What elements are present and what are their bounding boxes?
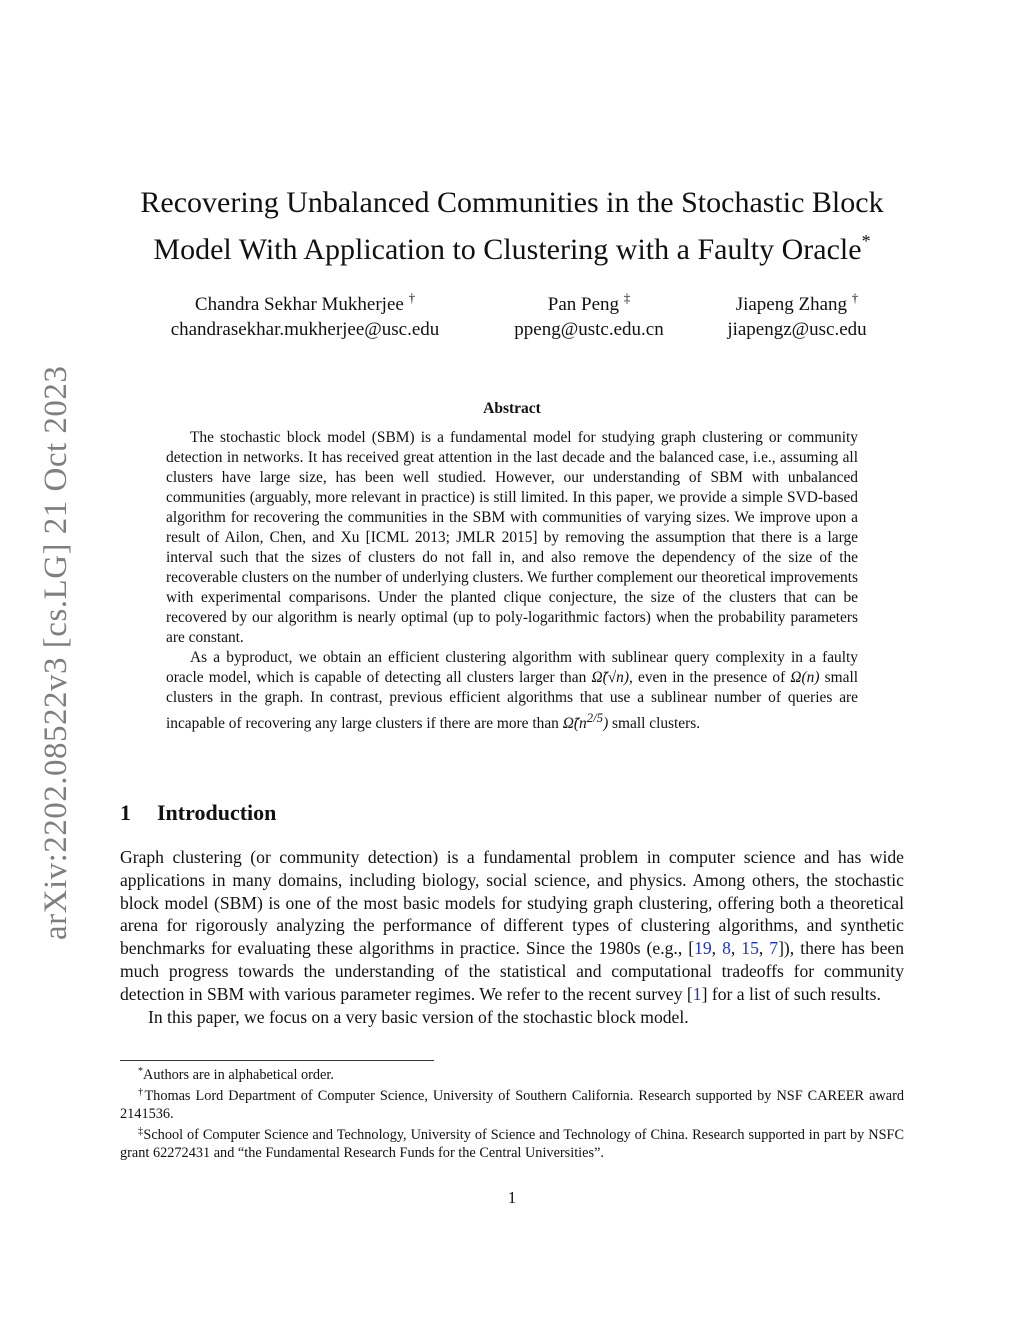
footnote-divider	[120, 1060, 434, 1061]
citation-link[interactable]: 7	[769, 938, 779, 959]
abstract-paragraph-1: The stochastic block model (SBM) is a fundamental model for studying graph clustering or community detection in networks. It has received great attention in the last decade and the balanced case, i.e., assuming all clusters have large size, has been well studied. However, our understanding of SBM with unbalanced communities (arguably, more relevant in practice) is still limited. In this paper, we provide a simple SVD-based algorithm for recovering the communities in the SBM with communities of varying sizes. We improve upon a result of Ailon, Chen, and Xu [ICML 2013; JMLR 2015] by removing the assumption that there is a large interval such that the sizes of clusters do not fall in, and also remove the dependency of the size of the recoverable clusters on the number of underlying clusters. We further complement our theoretical improvements with experimental comparisons. Under the planted clique conjecture, the size of the clusters that can be recovered by our algorithm is nearly optimal (up to poly-logarithmic factors) when the probability parameters are constant.	[166, 429, 858, 646]
author-email[interactable]: ppeng@ustc.edu.cn	[514, 319, 664, 340]
footnote-mark: *	[138, 1066, 143, 1077]
math-expression: Ω̃(√n)	[591, 669, 629, 686]
intro-paragraph-1: Graph clustering (or community detection) is a fundamental problem in computer science and has wide applications in many domains, including biology, social science, and physics. Among others, the stochastic block model (SBM) is one of the most basic models for studying graph clustering, offering both a theoretical arena for rigorously analyzing the performance of different types of clustering algorithms, and synthetic benchmarks for evaluating these algorithms in practice. Since the 1980s (e.g., [19, 8, 15, 7]), there has been much progress towards the understanding of the statistical and computational tradeoffs for community detection in SBM with various parameter regimes. We refer to the recent survey [1] for a list of such results.	[120, 847, 905, 1004]
author-affiliation-mark: ‡	[623, 290, 631, 305]
citation-link[interactable]: 19	[694, 938, 712, 959]
citation-link[interactable]: 1	[692, 983, 702, 1004]
author-email[interactable]: jiapengz@usc.edu	[727, 319, 867, 340]
footnote: †Thomas Lord Department of Computer Science, University of Southern California. Research supported by NSF CAREER award 2141536.	[120, 1086, 905, 1122]
footnote: *Authors are in alphabetical order.	[138, 1066, 334, 1083]
introduction-body	[120, 846, 904, 1028]
abstract-paragraph-2: As a byproduct, we obtain an efficient clustering algorithm with sublinear query complexity in a faulty oracle model, which is capable of detecting all clusters larger than Ω̃(√n), even in the presence of Ω(n) small clusters in the graph. In contrast, previous efficient algorithms that use a sublinear number of queries are incapable of recovering any large clusters if there are more than $\Omegã(n^{2/5})$ small clusters.	[166, 649, 858, 733]
abstract-heading: Abstract	[483, 400, 541, 417]
author-1	[140, 292, 470, 342]
author-affiliation-mark: †	[851, 290, 859, 305]
paper-title	[100, 184, 924, 269]
author-name: Jiapeng Zhang	[735, 294, 848, 315]
author-2	[496, 292, 682, 342]
footnote-mark: †	[138, 1086, 145, 1098]
math-expression: Ω(n)	[790, 669, 820, 686]
title-footnote-mark: *	[861, 231, 871, 251]
citation-link[interactable]: 8	[722, 938, 731, 959]
math-expression: $\Omegã(n^{2/5})$	[562, 711, 609, 733]
author-name: Pan Peng	[547, 294, 619, 315]
footnotes	[120, 1066, 904, 1165]
arxiv-identifier: arXiv:2202.08522v3 [cs.LG] 21 Oct 2023	[38, 365, 74, 940]
citation-link[interactable]: 15	[741, 938, 759, 959]
section-title: Introduction	[157, 800, 277, 825]
footnote: ‡School of Computer Science and Technology, University of Science and Technology of China. Research supported in part by NSFC grant 62272431 and “the Fundamental Research Funds for the Central Universities”.	[120, 1125, 905, 1161]
title-line-2: Model With Application to Clustering with a Faulty Oracle*	[153, 231, 871, 266]
section-heading	[120, 800, 276, 826]
author-name: Chandra Sekhar Mukherjee	[194, 294, 404, 315]
author-affiliation-mark: †	[408, 290, 416, 305]
author-email[interactable]: chandrasekhar.mukherjee@usc.edu	[170, 319, 440, 340]
footnote-mark: ‡	[138, 1125, 144, 1137]
title-line-1: Recovering Unbalanced Communities in the Stochastic Block	[140, 186, 884, 219]
section-number: 1	[120, 800, 131, 825]
abstract-body	[166, 428, 858, 734]
author-3	[708, 292, 886, 342]
page-number: 1	[507, 1188, 517, 1207]
intro-paragraph-2: In this paper, we focus on a very basic version of the stochastic block model.	[148, 1006, 689, 1027]
